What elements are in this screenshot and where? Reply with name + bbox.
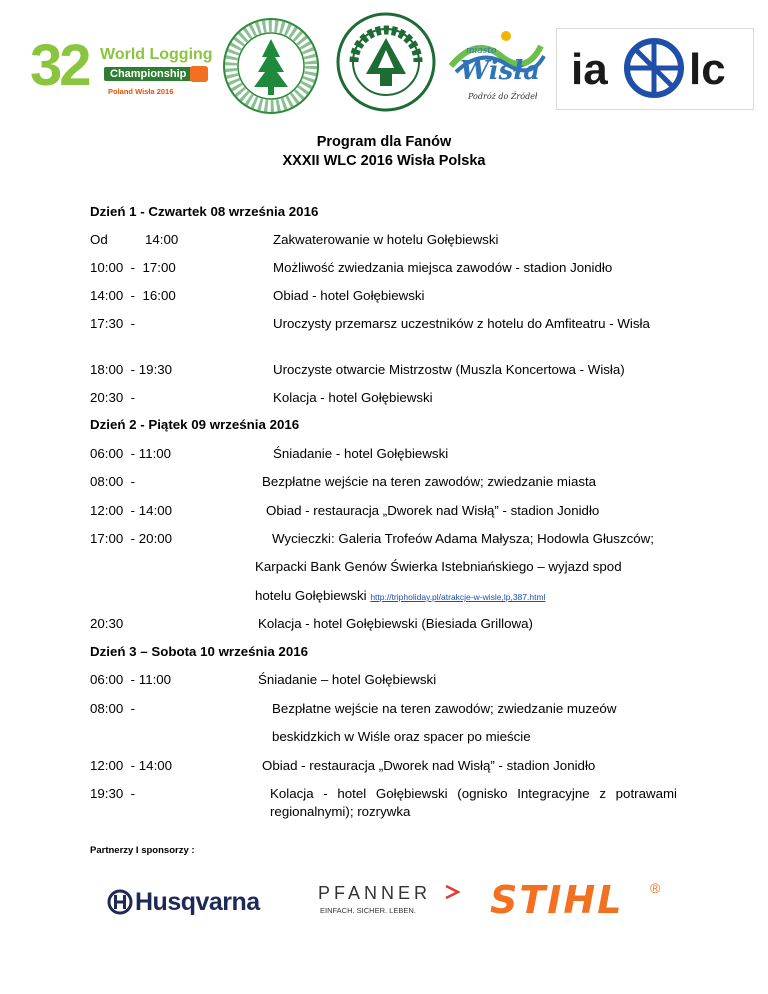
day1-row6-desc: Kolacja - hotel Gołębiewski [273,390,433,405]
day3-row5-desc: Kolacja - hotel Gołębiewski (ognisko Integracyjne z potrawami regionalnymi); rozrywka [270,786,677,819]
day2-row7-time: 20:30 [90,616,124,631]
day1-row3-desc: Obiad - hotel Gołębiewski [273,288,425,303]
day1-row1-time-a: Od [90,232,108,247]
wlc-logo-line2: Championship [104,67,208,81]
pfanner-logo [318,882,468,920]
day1-row2-time: 10:00 - 17:00 [90,260,176,275]
wisla-city-logo [446,26,546,106]
pfanner-tagline: EINFACH. SICHER. LEBEN. [320,906,416,915]
wlc-logo-number: 32 [30,33,89,98]
globe-icon [621,35,687,101]
pfanner-chevron-icon [444,884,460,900]
day3-row2-time: 08:00 - [90,701,136,716]
forest-association-logo [222,17,320,115]
day1-heading: Dzień 1 - Czwartek 08 września 2016 [90,204,319,219]
day1-row5-time: 18:00 - 19:30 [90,362,173,377]
day3-row1-desc: Śniadanie – hotel Gołębiewski [258,672,437,687]
day2-heading: Dzień 2 - Piątek 09 września 2016 [90,417,300,432]
day3-row4-desc: Obiad - restauracja „Dworek nad Wisłą” - stadion Jonidło [262,758,596,773]
stihl-registered-mark: ® [650,880,661,896]
day1-row1-time-b: 14:00 [145,232,179,247]
ialc-logo [556,28,754,110]
day1-row6-time: 20:30 - [90,390,136,405]
wlc-logo-line1: World Logging [100,46,213,63]
day2-row2-desc: Bezpłatne wejście na teren zawodów; zwiedzanie miasta [262,474,597,489]
wisla-logo-name: Wisła [460,56,541,86]
day2-row4-time: 17:00 - 20:00 [90,531,173,546]
wisla-logo-tagline: Podróż do Źródeł [468,92,538,101]
day2-row2-time: 08:00 - [90,474,136,489]
wisla-logo-small: miasto [466,46,497,56]
logo-row [0,0,768,115]
sponsors-heading: Partnerzy I sponsorzy : [90,845,195,856]
day2-row7-desc: Kolacja - hotel Gołębiewski (Biesiada Grillowa) [258,616,533,631]
day2-row6-line [255,587,545,606]
stihl-logo [490,880,670,920]
ialc-logo-right: lc [689,45,726,94]
day2-row3-desc: Obiad - restauracja „Dworek nad Wisłą” - stadion Jonidło [266,503,600,518]
wlc-logo [30,33,213,102]
stihl-wordmark: STIHL [490,878,624,922]
tripholiday-link[interactable]: http://tripholiday.pl/atrakcje-w-wisle,lp,387.html [370,592,546,602]
day3-row1-time: 06:00 - 11:00 [90,672,172,687]
day3-row3-desc: beskidzkich w Wiśle oraz spacer po mieście [272,729,531,744]
lasy-panstwowe-logo [336,12,436,112]
day2-row1-desc: Śniadanie - hotel Gołębiewski [273,446,449,461]
ialc-logo-left: ia [571,45,608,94]
day2-row6-desc: hotelu Gołębiewski [255,588,367,603]
day3-row5-time: 19:30 - [90,786,136,801]
page-subtitle: XXXII WLC 2016 Wisła Polska [282,153,486,169]
day1-row1-desc: Zakwaterowanie w hotelu Gołębiewski [273,232,499,247]
husqvarna-logo [107,886,277,920]
day3-row4-time: 12:00 - 14:00 [90,758,173,773]
day2-row5-desc: Karpacki Bank Genów Świerka Istebniańskiego – wyjazd spod [255,559,622,574]
chainsaw-icon [190,66,208,82]
day1-row3-time: 14:00 - 16:00 [90,288,176,303]
husqvarna-wordmark: Husqvarna [135,888,260,916]
day2-row1-time: 06:00 - 11:00 [90,446,172,461]
day1-row4-desc: Uroczysty przemarsz uczestników z hotelu do Amfiteatru - Wisła [273,316,650,331]
day3-row2-desc: Bezpłatne wejście na teren zawodów; zwiedzanie muzeów [272,701,617,716]
page-title: Program dla Fanów [316,134,452,150]
wlc-logo-line3: Poland Wisła 2016 [108,87,174,96]
husqvarna-crown-icon [107,888,133,916]
day2-row4-desc: Wycieczki: Galeria Trofeów Adama Małysza; Hodowla Głuszców; [272,531,654,546]
pfanner-wordmark: PFANNER [318,883,432,903]
day3-heading: Dzień 3 – Sobota 10 września 2016 [90,644,309,659]
day1-row5-desc: Uroczyste otwarcie Mistrzostw (Muszla Koncertowa - Wisła) [273,362,625,377]
day1-row4-time: 17:30 - [90,316,136,331]
day1-row2-desc: Możliwość zwiedzania miejsca zawodów - stadion Jonidło [273,260,613,275]
day2-row3-time: 12:00 - 14:00 [90,503,173,518]
